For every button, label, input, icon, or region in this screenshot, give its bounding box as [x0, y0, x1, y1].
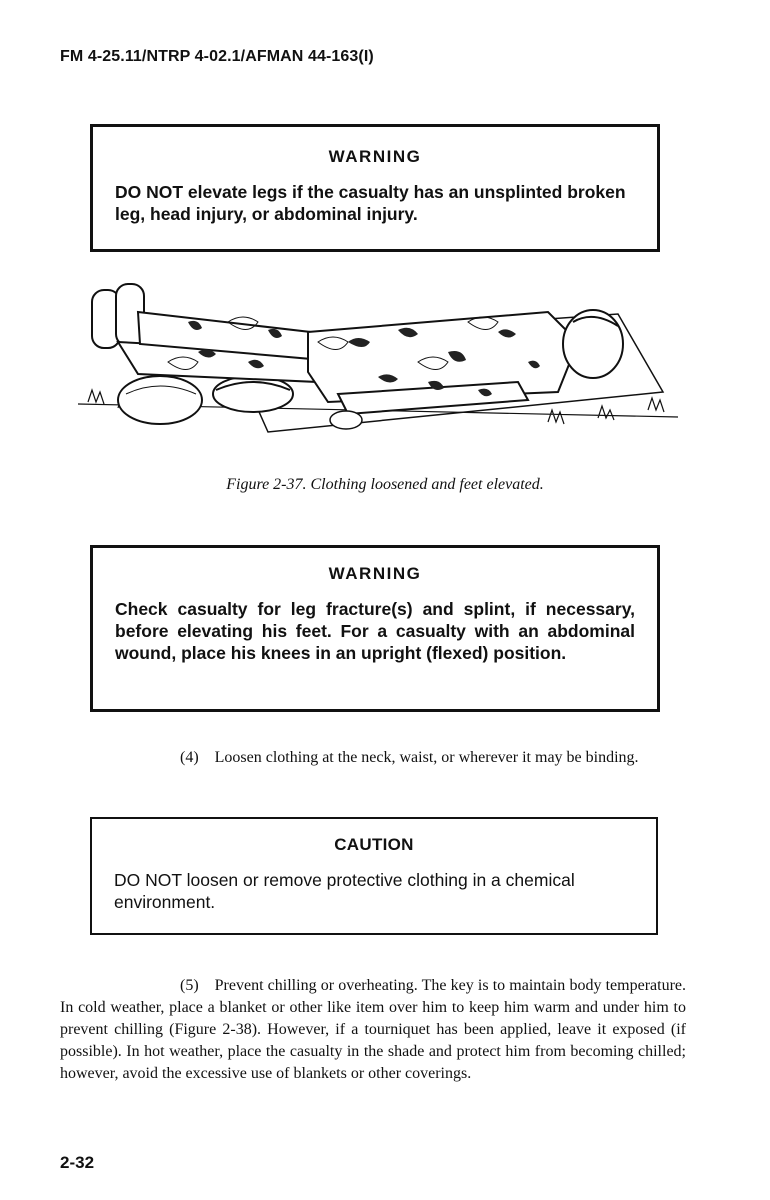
warning-text: Check casualty for leg fracture(s) and splint, if necessary, before elevating his feet. For a casualty with an abdominal wound, place his knees in an upright (flexed) position.: [115, 599, 635, 663]
paragraph-5: [60, 975, 686, 1085]
paragraph-text: Prevent chilling or overheating. The key is to maintain body temperature. In cold weather, place a blanket or other like item over him to keep him warm and under him to prevent chilling (Figure 2-38). However, if a tourniquet has been applied, leave it exposed (if possible). In hot weather, place the casualty in the shade and protect him from becoming chilled; however, avoid the excessive use of blankets or other coverings.: [60, 977, 686, 1082]
warning-title: WARNING: [328, 564, 422, 583]
warning-title: WARNING: [328, 147, 422, 166]
warning-box-fracture: [90, 545, 660, 712]
warning-box-legs: [90, 124, 660, 252]
paragraph-number: (4): [180, 749, 199, 766]
page-number: 2-32: [60, 1153, 95, 1172]
caution-text: DO NOT loosen or remove protective clothing in a chemical environment.: [114, 870, 575, 912]
casualty-illustration: [78, 282, 678, 447]
caution-title: CAUTION: [334, 835, 414, 854]
paragraph-number: (5): [180, 977, 199, 994]
figure-caption: Figure 2-37. Clothing loosened and feet elevated.: [226, 476, 544, 493]
caution-box: [90, 817, 658, 935]
warning-text: DO NOT elevate legs if the casualty has an unsplinted broken leg, head injury, or abdominal injury.: [115, 182, 626, 224]
running-header: FM 4-25.11/NTRP 4-02.1/AFMAN 44-163(I): [60, 48, 374, 65]
paragraph-4: [60, 747, 686, 769]
paragraph-text: Loosen clothing at the neck, waist, or wherever it may be binding.: [214, 749, 639, 766]
